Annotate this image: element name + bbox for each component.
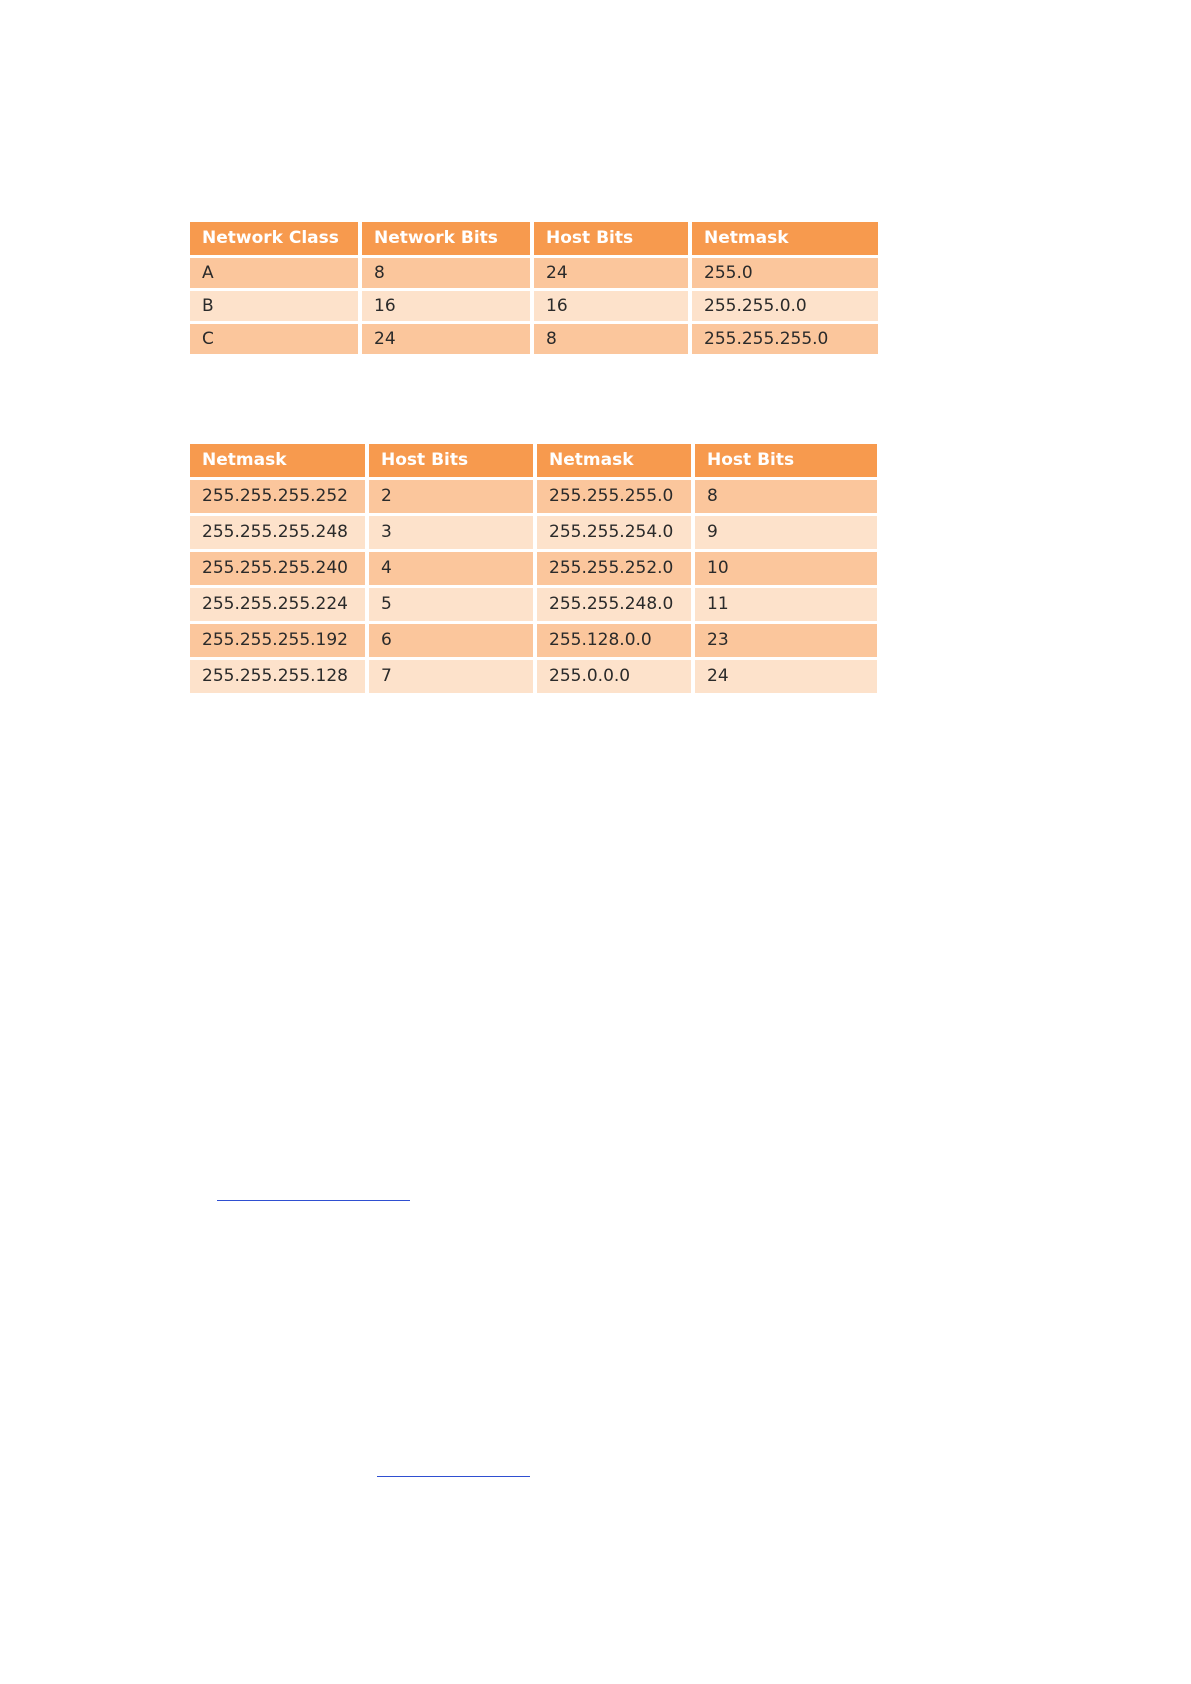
table-cell: 255.255.255.240	[190, 552, 365, 585]
header-host-bits: Host Bits	[695, 444, 877, 477]
network-class-table	[186, 219, 882, 357]
header-network-class: Network Class	[190, 222, 358, 255]
table-cell: 2	[369, 480, 533, 513]
table-cell: B	[190, 291, 358, 321]
table-cell: 255.255.255.252	[190, 480, 365, 513]
table-row	[190, 552, 877, 585]
table-cell: 255.255.255.0	[692, 324, 878, 354]
table-cell: 23	[695, 624, 877, 657]
table-cell: 3	[369, 516, 533, 549]
table-cell: 16	[362, 291, 530, 321]
header-host-bits: Host Bits	[534, 222, 688, 255]
table-header-row	[190, 222, 878, 255]
table-cell: 255.255.255.192	[190, 624, 365, 657]
table-row	[190, 624, 877, 657]
table-row	[190, 324, 878, 354]
table-header-row	[190, 444, 877, 477]
table-cell: 255.0.0.0	[537, 660, 691, 693]
table-cell: 255.255.255.0	[537, 480, 691, 513]
table-cell: 6	[369, 624, 533, 657]
hyperlink-underline[interactable]	[377, 1476, 530, 1477]
table-row	[190, 480, 877, 513]
table-cell: 5	[369, 588, 533, 621]
table-cell: 4	[369, 552, 533, 585]
table-cell: 11	[695, 588, 877, 621]
table-cell: 24	[534, 258, 688, 288]
table-row	[190, 516, 877, 549]
table-cell: 8	[362, 258, 530, 288]
hyperlink-underline[interactable]	[217, 1200, 410, 1201]
table-cell: 24	[695, 660, 877, 693]
table-cell: 10	[695, 552, 877, 585]
table-cell: 255.128.0.0	[537, 624, 691, 657]
table-cell: 16	[534, 291, 688, 321]
table-cell: 8	[534, 324, 688, 354]
table-cell: 255.255.252.0	[537, 552, 691, 585]
table-cell: 8	[695, 480, 877, 513]
table-cell: 255.0	[692, 258, 878, 288]
table-cell: C	[190, 324, 358, 354]
table-row	[190, 291, 878, 321]
table-row	[190, 588, 877, 621]
table-cell: 9	[695, 516, 877, 549]
table-row	[190, 660, 877, 693]
header-host-bits: Host Bits	[369, 444, 533, 477]
header-netmask: Netmask	[537, 444, 691, 477]
table-cell: A	[190, 258, 358, 288]
table-cell: 255.255.255.248	[190, 516, 365, 549]
table-cell: 255.255.254.0	[537, 516, 691, 549]
table-cell: 255.255.255.224	[190, 588, 365, 621]
table-cell: 7	[369, 660, 533, 693]
header-netmask: Netmask	[692, 222, 878, 255]
table-row	[190, 258, 878, 288]
table-cell: 255.255.255.128	[190, 660, 365, 693]
table-cell: 255.255.0.0	[692, 291, 878, 321]
header-netmask: Netmask	[190, 444, 365, 477]
table-cell: 24	[362, 324, 530, 354]
table-cell: 255.255.248.0	[537, 588, 691, 621]
netmask-host-bits-table	[186, 441, 881, 696]
header-network-bits: Network Bits	[362, 222, 530, 255]
